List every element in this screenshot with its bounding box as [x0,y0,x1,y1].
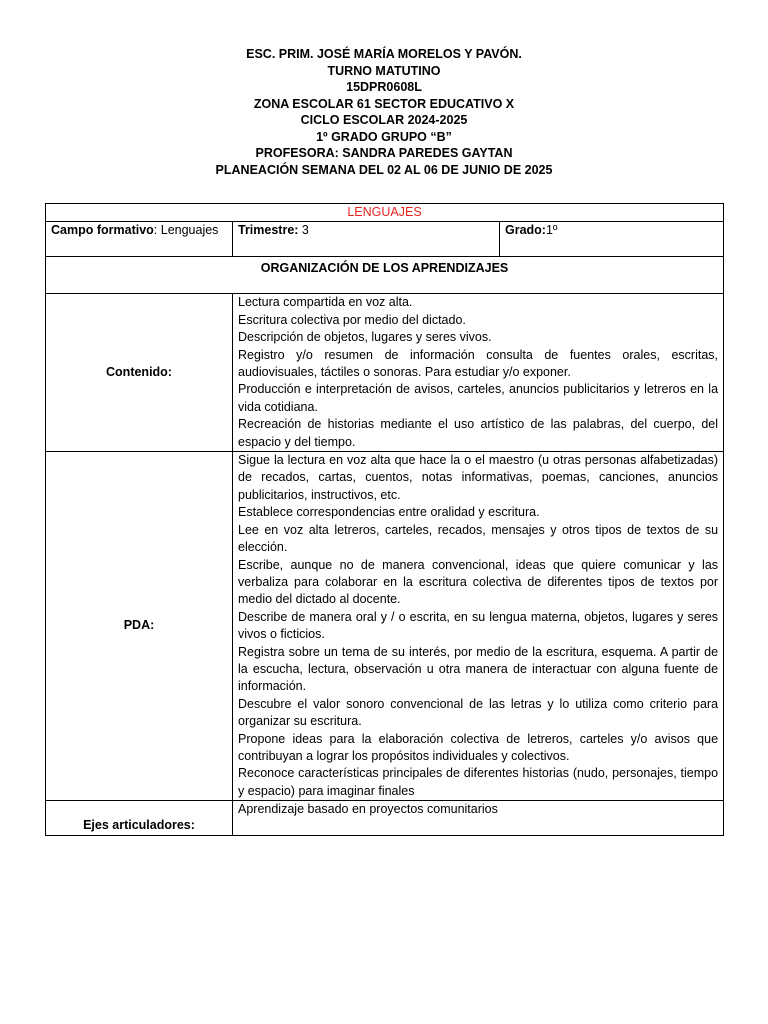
contenido-item: Recreación de historias mediante el uso artístico de las palabras, del cuerpo, del espacio y del tiempo. [238,417,719,449]
pda-item: Describe de manera oral y / o escrita, en su lengua materna, objetos, lugares y seres vivos o ficticios. [238,609,719,642]
trimestre-cell [233,222,500,257]
school-name: ESC. PRIM. JOSÉ MARÍA MORELOS Y PAVÓN. [246,47,522,61]
organizacion-title: ORGANIZACIÓN DE LOS APRENDIZAJES [260,261,509,276]
contenido-label: Contenido: [46,294,233,452]
trimestre-label: Trimestre: [238,223,299,238]
planning-week: PLANEACIÓN SEMANA DEL 02 AL 06 DE JUNIO DE 2025 [215,162,553,177]
contenido-item: Lectura compartida en voz alta. [238,295,413,310]
teacher: PROFESORA: SANDRA PAREDES GAYTAN [255,146,513,160]
pda-item: Lee en voz alta letreros, carteles, recados, mensajes y otros tipos de textos de su elección. [238,522,719,555]
pda-item: Reconoce características principales de diferentes historias (nudo, personajes, tiempo y espacio) para imaginar finales [238,766,719,798]
document-header [0,46,768,178]
pda-item: Propone ideas para la elaboración colectiva de letreros, carteles y/o avisos que contribuyan a lograr los propósitos individuales y colectivos. [238,731,719,763]
campo-value: : Lenguajes [153,223,219,238]
grado-cell [500,222,724,257]
contenido-item: Descripción de objetos, lugares y seres vivos. [238,330,492,345]
pda-item: Registra sobre un tema de su interés, por medio de la escritura, esquema. A partir de la escucha, lectura, observación u otra manera de interactuar con alguna fuente de información. [238,644,719,694]
planning-table [45,203,724,836]
contenido-item: Producción e interpretación de avisos, carteles, anuncios publicitarios y letreros en la vida cotidiana. [238,382,719,414]
pda-item: Descubre el valor sonoro convencional de las letras y lo utiliza como criterio para organizar su escritura. [238,696,719,729]
contenido-item: Registro y/o resumen de información consulta de fuentes orales, escritas, audiovisuales, táctiles o sonoras. Para estudiar y/o exponer. [238,347,719,380]
pda-list [233,452,724,801]
school-code: 15DPR0608L [346,80,422,94]
ejes-label: Ejes articuladores: [46,801,233,836]
contenido-list [233,294,724,452]
campo-label: Campo formativo [51,223,154,238]
shift: TURNO MATUTINO [327,63,441,78]
trimestre-value: 3 [298,223,309,238]
pda-label: PDA: [46,452,233,801]
grado-value: 1º [545,223,558,238]
pda-item: Sigue la lectura en voz alta que hace la o el maestro (u otras personas alfabetizadas) de recados, cartas, cuentos, notas informativas, poemas, canciones, anuncios publicitarios, instructivos, etc. [238,453,719,502]
pda-item: Establece correspondencias entre oralidad y escritura. [238,505,540,520]
contenido-item: Escritura colectiva por medio del dictado. [238,312,466,327]
pda-item: Escribe, aunque no de manera convencional, ideas que quiere comunicar y las verbaliza para colaborar en la escritura colectiva de diferentes tipos de textos por medio del dictado al docente. [238,557,719,607]
organizacion-cell [46,257,724,294]
school-zone: ZONA ESCOLAR 61 SECTOR EDUCATIVO X [253,96,515,111]
grado-label: Grado: [505,223,546,238]
ejes-value: Aprendizaje basado en proyectos comunitarios [233,801,724,836]
grade-group: 1º GRADO GRUPO “B” [316,129,452,144]
school-cycle: CICLO ESCOLAR 2024-2025 [300,113,468,127]
campo-formativo-cell [46,222,233,257]
section-title: LENGUAJES [46,204,724,222]
